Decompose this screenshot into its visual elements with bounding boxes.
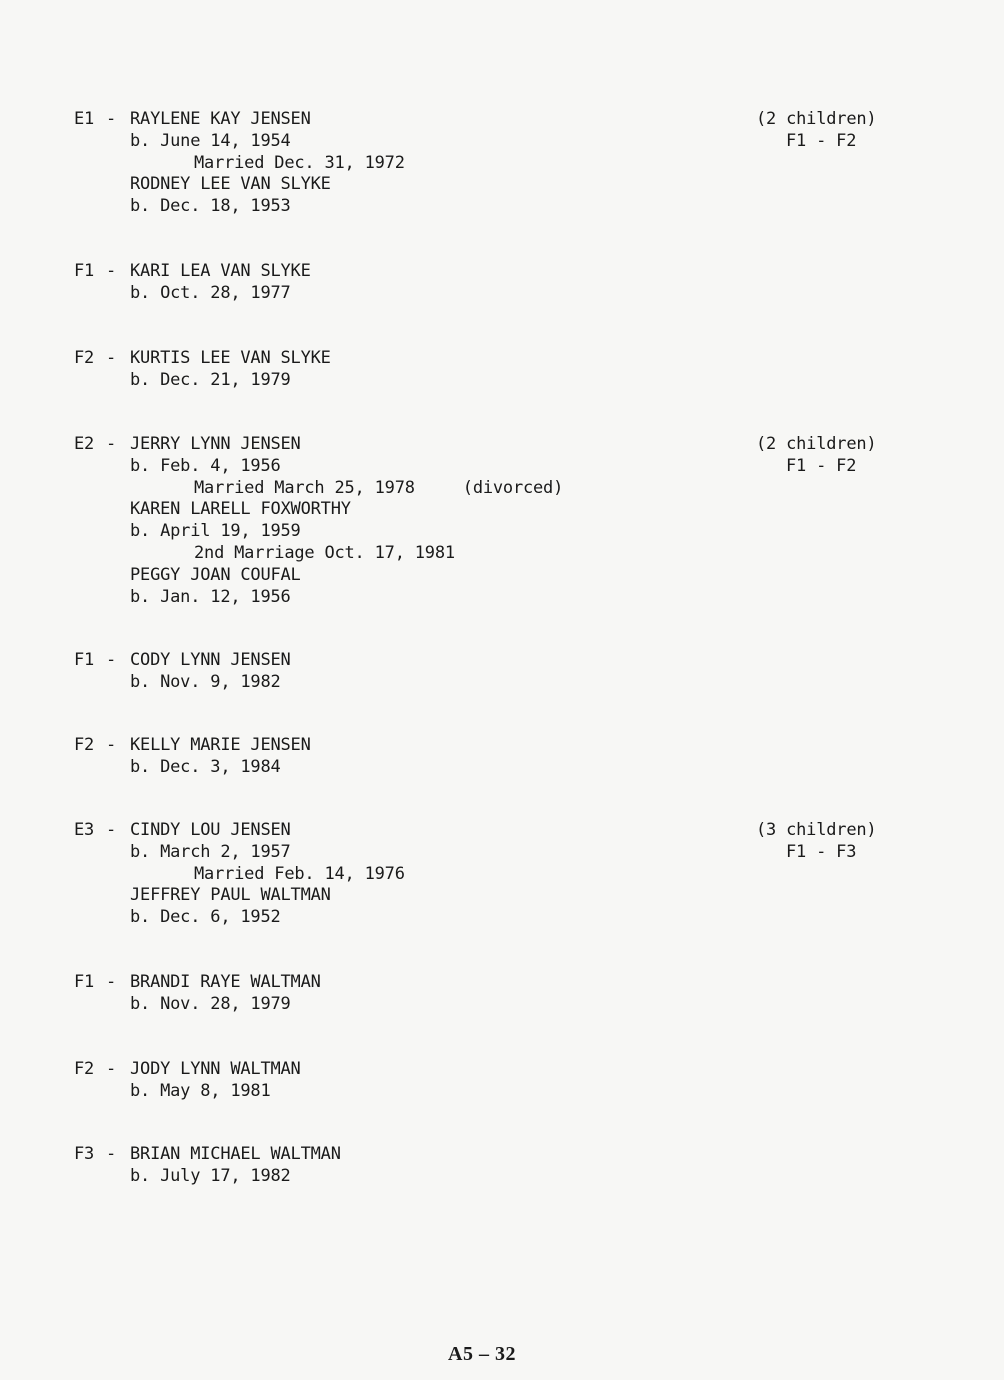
person-name: KURTIS LEE VAN SLYKE — [130, 348, 331, 368]
entry-f2-kurtis — [74, 348, 714, 392]
children-range: F1 - F2 — [786, 455, 857, 476]
birth-date: b. Dec. 3, 1984 — [130, 756, 281, 777]
spouse-name: RODNEY LEE VAN SLYKE — [130, 174, 331, 195]
marriage-date: Married March 25, 1978 — [194, 477, 415, 498]
person-name: BRANDI RAYE WALTMAN — [130, 972, 321, 992]
birth-date: b. March 2, 1957 — [130, 841, 291, 862]
entry-f3-brian — [74, 1144, 714, 1188]
entry-code: E2 — [74, 434, 95, 454]
birth-date: b. Feb. 4, 1956 — [130, 455, 281, 476]
person-name: CINDY LOU JENSEN — [130, 820, 291, 840]
children-range: F1 - F2 — [786, 130, 857, 151]
entry-separator: - — [106, 820, 117, 840]
entry-separator: - — [106, 1144, 117, 1164]
birth-date: b. May 8, 1981 — [130, 1080, 271, 1101]
entry-separator: - — [106, 650, 117, 670]
children-summary-e3 — [756, 820, 956, 864]
entry-separator: - — [106, 261, 117, 281]
person-name: BRIAN MICHAEL WALTMAN — [130, 1144, 341, 1164]
page-number: A5 – 32 — [448, 1343, 516, 1365]
spouse-birth-date: b. Dec. 6, 1952 — [130, 907, 281, 928]
birth-date: b. June 14, 1954 — [130, 130, 291, 151]
birth-date: b. Nov. 28, 1979 — [130, 993, 291, 1014]
person-name: CODY LYNN JENSEN — [130, 650, 291, 670]
entry-code: F2 — [74, 1059, 95, 1079]
entry-code: F3 — [74, 1144, 95, 1164]
divorced-note: (divorced) — [462, 477, 564, 498]
entry-e1 — [74, 109, 714, 218]
children-count: (2 children) — [756, 434, 877, 454]
children-range: F1 - F3 — [786, 841, 857, 862]
entry-e2 — [74, 434, 714, 608]
person-name: JODY LYNN WALTMAN — [130, 1059, 301, 1079]
entry-code: E1 — [74, 109, 95, 129]
person-name: KELLY MARIE JENSEN — [130, 735, 311, 755]
entry-code: F1 — [74, 650, 95, 670]
entry-e3 — [74, 820, 714, 929]
birth-date: b. Nov. 9, 1982 — [130, 671, 281, 692]
second-spouse-name: PEGGY JOAN COUFAL — [130, 564, 301, 585]
entry-separator: - — [106, 1059, 117, 1079]
entry-separator: - — [106, 109, 117, 129]
spouse-name: JEFFREY PAUL WALTMAN — [130, 885, 331, 906]
entry-f2-kelly — [74, 735, 714, 779]
entry-code: F2 — [74, 348, 95, 368]
children-count: (3 children) — [756, 820, 877, 840]
second-marriage-date: 2nd Marriage Oct. 17, 1981 — [194, 542, 455, 563]
birth-date: b. Oct. 28, 1977 — [130, 282, 291, 303]
entry-separator: - — [106, 434, 117, 454]
spouse-birth-date: b. Dec. 18, 1953 — [130, 196, 291, 217]
birth-date: b. Dec. 21, 1979 — [130, 369, 291, 390]
spouse-birth-date: b. April 19, 1959 — [130, 521, 301, 542]
marriage-date: Married Dec. 31, 1972 — [194, 152, 405, 173]
person-name: RAYLENE KAY JENSEN — [130, 109, 311, 129]
second-spouse-birth-date: b. Jan. 12, 1956 — [130, 586, 291, 607]
spouse-name: KAREN LARELL FOXWORTHY — [130, 499, 351, 520]
person-name: JERRY LYNN JENSEN — [130, 434, 301, 454]
entry-f1-brandi — [74, 972, 714, 1016]
marriage-date: Married Feb. 14, 1976 — [194, 863, 405, 884]
birth-date: b. July 17, 1982 — [130, 1165, 291, 1186]
children-count: (2 children) — [756, 109, 877, 129]
entry-f2-jody — [74, 1059, 714, 1103]
entry-separator: - — [106, 735, 117, 755]
entry-code: F2 — [74, 735, 95, 755]
person-name: KARI LEA VAN SLYKE — [130, 261, 311, 281]
entry-code: E3 — [74, 820, 95, 840]
children-summary-e1 — [756, 109, 956, 153]
entry-separator: - — [106, 972, 117, 992]
entry-f1-cody — [74, 650, 714, 694]
children-summary-e2 — [756, 434, 956, 478]
entry-code: F1 — [74, 972, 95, 992]
entry-f1-kari — [74, 261, 714, 305]
entry-separator: - — [106, 348, 117, 368]
entry-code: F1 — [74, 261, 95, 281]
